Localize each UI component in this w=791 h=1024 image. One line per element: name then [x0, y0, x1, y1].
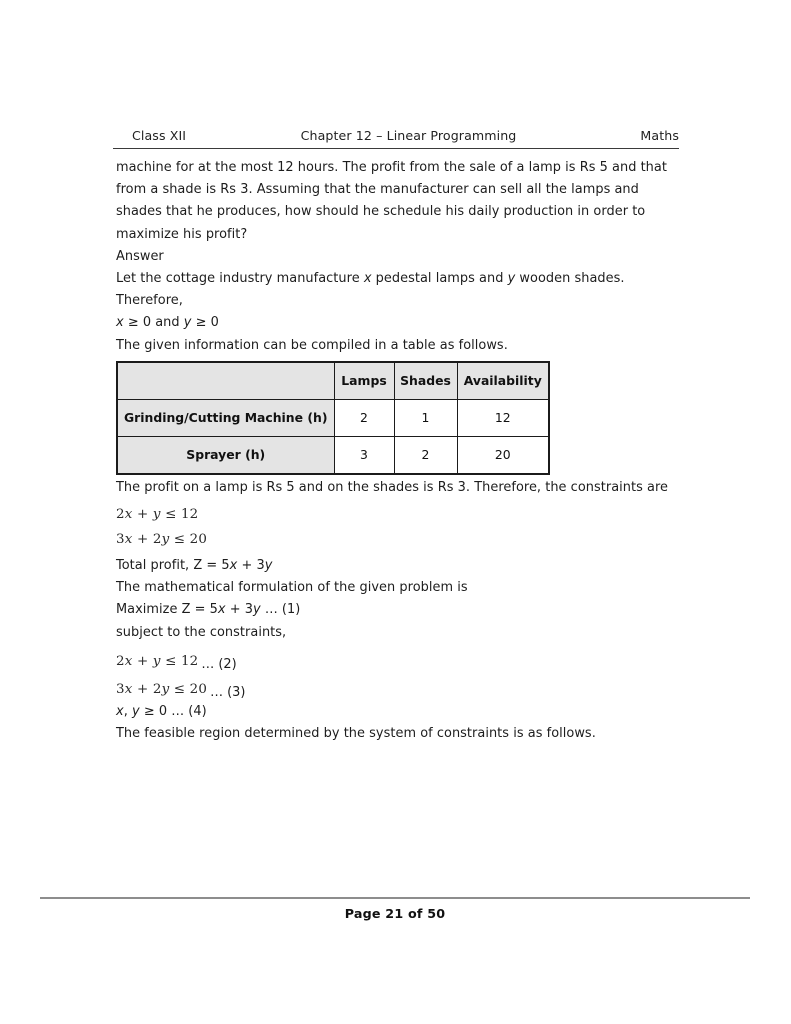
cell-shades: 2: [394, 436, 457, 474]
relation-and-value: ≤ 12: [160, 653, 199, 669]
variable-x: x: [116, 315, 124, 331]
variable-x: x: [124, 681, 133, 697]
text-segment: + 3: [237, 558, 265, 574]
text-segment: Maximize Z = 5: [116, 602, 218, 618]
equation-sprayer-constraint: [116, 527, 682, 552]
variable-x: x: [124, 507, 133, 523]
table-row: [117, 436, 549, 474]
variable-y: y: [253, 602, 261, 618]
line-maximize-objective: [116, 599, 682, 621]
equation-sprayer-constraint-numbered: [116, 680, 207, 700]
cell-lamps: 2: [334, 399, 394, 436]
line-xy-nonnegativity: [116, 701, 682, 723]
variable-x: x: [229, 558, 238, 574]
coefficient: 3: [116, 532, 125, 548]
variable-y: y: [131, 703, 140, 719]
header-chapter-title: Chapter 12 – Linear Programming: [300, 128, 517, 143]
equation-row-3: [116, 675, 682, 700]
paragraph-formulation-intro: The mathematical formulation of the given problem is: [116, 580, 468, 596]
header-subject-label: Maths: [640, 128, 679, 143]
coefficient: 3: [116, 681, 125, 697]
footer-divider: [40, 897, 750, 899]
operator: + 2: [132, 532, 162, 548]
page-header: [113, 128, 679, 150]
table-container: [116, 361, 682, 475]
row-label-sprayer: Sprayer (h): [117, 436, 334, 474]
line-total-profit: [116, 555, 682, 577]
column-header-shades: Shades: [394, 362, 457, 400]
variable-x: x: [116, 703, 124, 719]
text-segment: ≥ 0 and: [123, 315, 184, 331]
paragraph-table-intro: The given information can be compiled in a table as follows.: [116, 337, 508, 353]
text-segment: ≥ 0 … (4): [139, 703, 207, 719]
table-row: [117, 399, 549, 436]
text-segment: pedestal lamps and: [371, 271, 508, 287]
footer-page-number: Page 21 of 50: [344, 906, 446, 921]
document-body: [116, 157, 682, 745]
column-header-lamps: Lamps: [334, 362, 394, 400]
header-class-label: Class XII: [132, 128, 187, 143]
variable-y: y: [161, 532, 170, 548]
equation-number-2: … (2): [201, 656, 237, 672]
cell-shades: 1: [394, 399, 457, 436]
paragraph-variable-definition: [116, 268, 678, 312]
equation-grinding-constraint: [116, 502, 682, 527]
equation-grinding-constraint-numbered: [116, 652, 198, 672]
paragraph-problem-statement: machine for at the most 12 hours. The profit from the sale of a lamp is Rs 5 and that from a shade is Rs 3. Assuming that the manufacturer can sell all the lamps and shades that he produces, how should he schedule his daily production in order to maximize his profit?: [116, 160, 667, 242]
operator: +: [132, 507, 153, 523]
operator: + 2: [132, 681, 162, 697]
variable-y: y: [507, 271, 516, 287]
equation-number: … (1): [260, 602, 301, 618]
relation-and-value: ≤ 12: [160, 507, 199, 523]
table-header-row: [117, 362, 549, 400]
paragraph-subject-to: subject to the constraints,: [116, 624, 287, 640]
variable-x: x: [124, 653, 133, 669]
constraints-table: [116, 361, 550, 475]
relation-and-value: ≤ 20: [169, 681, 208, 697]
text-segment: + 3: [225, 602, 253, 618]
text-segment: ≥ 0: [191, 315, 219, 331]
variable-x: x: [124, 532, 133, 548]
operator: +: [132, 653, 153, 669]
cell-availability: 12: [457, 399, 549, 436]
paragraph-feasible-region: The feasible region determined by the system of constraints is as follows.: [116, 726, 596, 742]
line-nonnegativity: [116, 312, 682, 334]
cell-availability: 20: [457, 436, 549, 474]
row-label-grinding-cutting-machine: Grinding/Cutting Machine (h): [117, 399, 334, 436]
table-corner-cell: [117, 362, 334, 400]
text-segment: wooden shades. Therefore,: [116, 271, 625, 309]
header-divider: [113, 148, 679, 149]
variable-y: y: [152, 507, 161, 523]
equation-number-3: … (3): [210, 684, 246, 700]
variable-y: y: [183, 315, 192, 331]
paragraph-constraints-intro: The profit on a lamp is Rs 5 and on the shades is Rs 3. Therefore, the constraints are: [116, 479, 669, 495]
variable-y: y: [264, 558, 273, 574]
variable-y: y: [161, 681, 170, 697]
variable-x: x: [217, 602, 226, 618]
text-segment: Total profit, Z = 5: [116, 558, 230, 574]
text-segment: ,: [123, 703, 132, 719]
coefficient: 2: [116, 507, 125, 523]
coefficient: 2: [116, 653, 125, 669]
relation-and-value: ≤ 20: [169, 532, 208, 548]
text-segment: Let the cottage industry manufacture: [116, 271, 364, 287]
variable-y: y: [152, 653, 161, 669]
variable-x: x: [363, 271, 372, 287]
answer-label: Answer: [116, 248, 164, 264]
cell-lamps: 3: [334, 436, 394, 474]
equation-row-2: [116, 647, 682, 672]
column-header-availability: Availability: [457, 362, 549, 400]
